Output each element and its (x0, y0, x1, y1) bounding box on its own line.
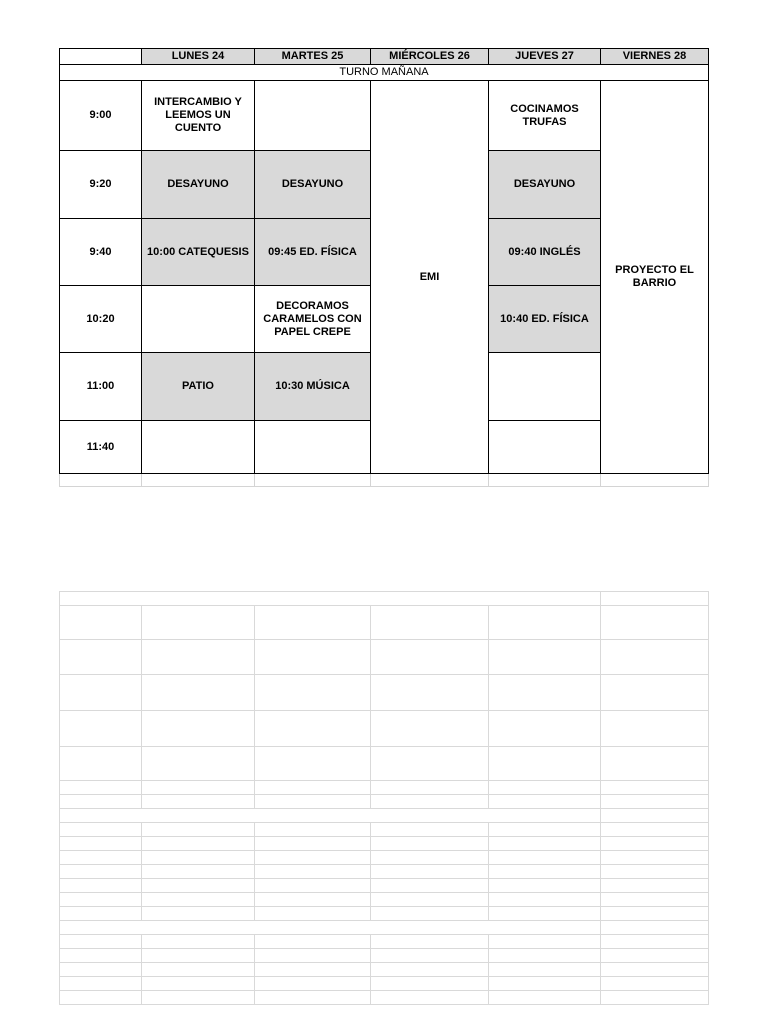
grid-cell (255, 893, 371, 907)
grid-cell (601, 823, 709, 837)
grid-cell (489, 675, 601, 711)
grid-cell (142, 991, 255, 1005)
grid-cell (142, 640, 255, 675)
time-cell: 9:00 (60, 81, 142, 151)
wednesday-activity: EMI (371, 81, 489, 474)
grid-row (60, 865, 709, 879)
grid-cell (489, 963, 601, 977)
grid-cell (371, 640, 489, 675)
grid-cell (601, 606, 709, 640)
grid-cell (142, 823, 255, 837)
grid-cell (255, 795, 371, 809)
grid-cell (489, 795, 601, 809)
grid-cell (489, 977, 601, 991)
empty-cell (142, 474, 255, 487)
grid-cell (142, 963, 255, 977)
grid-cell (255, 879, 371, 893)
grid-cell (142, 795, 255, 809)
grid-cell (60, 747, 142, 781)
empty-trailing-row (60, 474, 709, 487)
time-cell: 10:20 (60, 286, 142, 353)
grid-cell (371, 977, 489, 991)
day-header-thursday: JUEVES 27 (489, 49, 601, 65)
tuesday-activity: 10:30 MÚSICA (255, 353, 371, 421)
grid-cell (60, 606, 142, 640)
grid-cell (601, 809, 709, 823)
time-cell: 9:40 (60, 219, 142, 286)
grid-row (60, 675, 709, 711)
time-cell: 11:00 (60, 353, 142, 421)
grid-cell (601, 640, 709, 675)
grid-row (60, 781, 709, 795)
grid-cell (60, 809, 601, 823)
grid-cell (142, 606, 255, 640)
grid-cell (601, 963, 709, 977)
day-header-wednesday: MIÉRCOLES 26 (371, 49, 489, 65)
grid-cell (601, 837, 709, 851)
monday-activity (142, 286, 255, 353)
grid-row (60, 935, 709, 949)
grid-cell (60, 963, 142, 977)
tuesday-activity (255, 81, 371, 151)
grid-row (60, 991, 709, 1005)
grid-row (60, 795, 709, 809)
tuesday-activity (255, 421, 371, 474)
grid-cell (371, 606, 489, 640)
grid-cell (371, 851, 489, 865)
grid-cell (60, 949, 142, 963)
grid-cell (601, 675, 709, 711)
grid-cell (601, 711, 709, 747)
grid-row (60, 640, 709, 675)
grid-cell (601, 879, 709, 893)
grid-cell (255, 935, 371, 949)
grid-cell (371, 907, 489, 921)
grid-cell (371, 837, 489, 851)
grid-cell (371, 893, 489, 907)
grid-cell (371, 879, 489, 893)
monday-activity: DESAYUNO (142, 151, 255, 219)
grid-cell (489, 823, 601, 837)
grid-cell (142, 879, 255, 893)
grid-cell (255, 711, 371, 747)
grid-cell (142, 977, 255, 991)
grid-cell (601, 781, 709, 795)
weekly-schedule-table (59, 48, 709, 487)
grid-cell (255, 837, 371, 851)
grid-cell (142, 711, 255, 747)
grid-cell (489, 907, 601, 921)
grid-cell (60, 851, 142, 865)
grid-row (60, 907, 709, 921)
grid-cell (489, 640, 601, 675)
thursday-activity (489, 353, 601, 421)
empty-cell (601, 474, 709, 487)
grid-cell (60, 977, 142, 991)
grid-cell (60, 893, 142, 907)
grid-row (60, 977, 709, 991)
monday-activity: 10:00 CATEQUESIS (142, 219, 255, 286)
grid-cell (371, 675, 489, 711)
grid-cell (60, 781, 142, 795)
grid-cell (60, 921, 601, 935)
grid-cell (601, 795, 709, 809)
grid-cell (371, 747, 489, 781)
grid-cell (255, 640, 371, 675)
grid-cell (601, 592, 709, 606)
grid-cell (142, 851, 255, 865)
tuesday-activity: DESAYUNO (255, 151, 371, 219)
grid-cell (60, 935, 142, 949)
empty-cell (255, 474, 371, 487)
grid-row (60, 949, 709, 963)
grid-cell (489, 991, 601, 1005)
grid-cell (601, 949, 709, 963)
grid-row (60, 592, 709, 606)
grid-row (60, 921, 709, 935)
grid-row (60, 851, 709, 865)
tuesday-activity: DECORAMOS CARAMELOS CON PAPEL CREPE (255, 286, 371, 353)
shift-row (60, 65, 709, 81)
grid-cell (142, 935, 255, 949)
grid-cell (601, 851, 709, 865)
grid-cell (255, 865, 371, 879)
corner-cell (60, 49, 142, 65)
grid-row (60, 823, 709, 837)
grid-cell (60, 879, 142, 893)
grid-cell (142, 893, 255, 907)
grid-cell (489, 781, 601, 795)
grid-cell (489, 606, 601, 640)
grid-cell (60, 991, 142, 1005)
day-header-friday: VIERNES 28 (601, 49, 709, 65)
grid-cell (489, 747, 601, 781)
grid-cell (601, 991, 709, 1005)
shift-label: TURNO MAÑANA (60, 65, 709, 81)
grid-row (60, 879, 709, 893)
grid-cell (489, 837, 601, 851)
day-header-tuesday: MARTES 25 (255, 49, 371, 65)
grid-cell (601, 921, 709, 935)
grid-row (60, 711, 709, 747)
time-row (60, 81, 709, 151)
grid-cell (371, 823, 489, 837)
empty-grid-body (60, 592, 709, 1005)
grid-cell (60, 823, 142, 837)
thursday-activity: 10:40 ED. FÍSICA (489, 286, 601, 353)
grid-row (60, 747, 709, 781)
grid-row (60, 809, 709, 823)
grid-cell (142, 837, 255, 851)
grid-cell (371, 711, 489, 747)
monday-activity: PATIO (142, 353, 255, 421)
empty-grid-table (59, 591, 709, 1005)
grid-cell (60, 865, 142, 879)
thursday-activity: DESAYUNO (489, 151, 601, 219)
grid-cell (489, 935, 601, 949)
thursday-activity: COCINAMOS TRUFAS (489, 81, 601, 151)
grid-cell (255, 977, 371, 991)
grid-cell (255, 823, 371, 837)
grid-cell (255, 949, 371, 963)
grid-cell (489, 949, 601, 963)
tuesday-activity: 09:45 ED. FÍSICA (255, 219, 371, 286)
grid-cell (60, 837, 142, 851)
grid-cell (371, 795, 489, 809)
grid-cell (255, 675, 371, 711)
grid-cell (489, 893, 601, 907)
grid-row (60, 837, 709, 851)
grid-cell (489, 711, 601, 747)
grid-cell (255, 963, 371, 977)
empty-cell (371, 474, 489, 487)
grid-cell (255, 907, 371, 921)
grid-cell (601, 893, 709, 907)
grid-row (60, 963, 709, 977)
grid-cell (60, 592, 601, 606)
grid-cell (60, 907, 142, 921)
header-row (60, 49, 709, 65)
grid-cell (489, 851, 601, 865)
grid-row (60, 893, 709, 907)
grid-cell (142, 907, 255, 921)
monday-activity (142, 421, 255, 474)
grid-cell (489, 865, 601, 879)
grid-cell (255, 606, 371, 640)
grid-cell (60, 640, 142, 675)
grid-cell (601, 747, 709, 781)
grid-cell (371, 963, 489, 977)
grid-cell (371, 991, 489, 1005)
grid-cell (371, 935, 489, 949)
grid-row (60, 606, 709, 640)
friday-activity: PROYECTO EL BARRIO (601, 81, 709, 474)
grid-cell (255, 781, 371, 795)
grid-cell (142, 675, 255, 711)
grid-cell (255, 991, 371, 1005)
time-cell: 9:20 (60, 151, 142, 219)
grid-cell (255, 851, 371, 865)
grid-cell (142, 781, 255, 795)
grid-cell (371, 781, 489, 795)
grid-cell (601, 865, 709, 879)
grid-cell (60, 675, 142, 711)
grid-cell (142, 747, 255, 781)
grid-cell (60, 795, 142, 809)
thursday-activity: 09:40 INGLÉS (489, 219, 601, 286)
empty-cell (489, 474, 601, 487)
grid-cell (601, 935, 709, 949)
grid-cell (601, 907, 709, 921)
monday-activity: INTERCAMBIO Y LEEMOS UN CUENTO (142, 81, 255, 151)
empty-cell (60, 474, 142, 487)
day-header-monday: LUNES 24 (142, 49, 255, 65)
grid-cell (142, 865, 255, 879)
grid-cell (371, 865, 489, 879)
grid-cell (371, 949, 489, 963)
grid-cell (142, 949, 255, 963)
time-cell: 11:40 (60, 421, 142, 474)
thursday-activity (489, 421, 601, 474)
grid-cell (489, 879, 601, 893)
grid-cell (255, 747, 371, 781)
grid-cell (601, 977, 709, 991)
grid-cell (60, 711, 142, 747)
